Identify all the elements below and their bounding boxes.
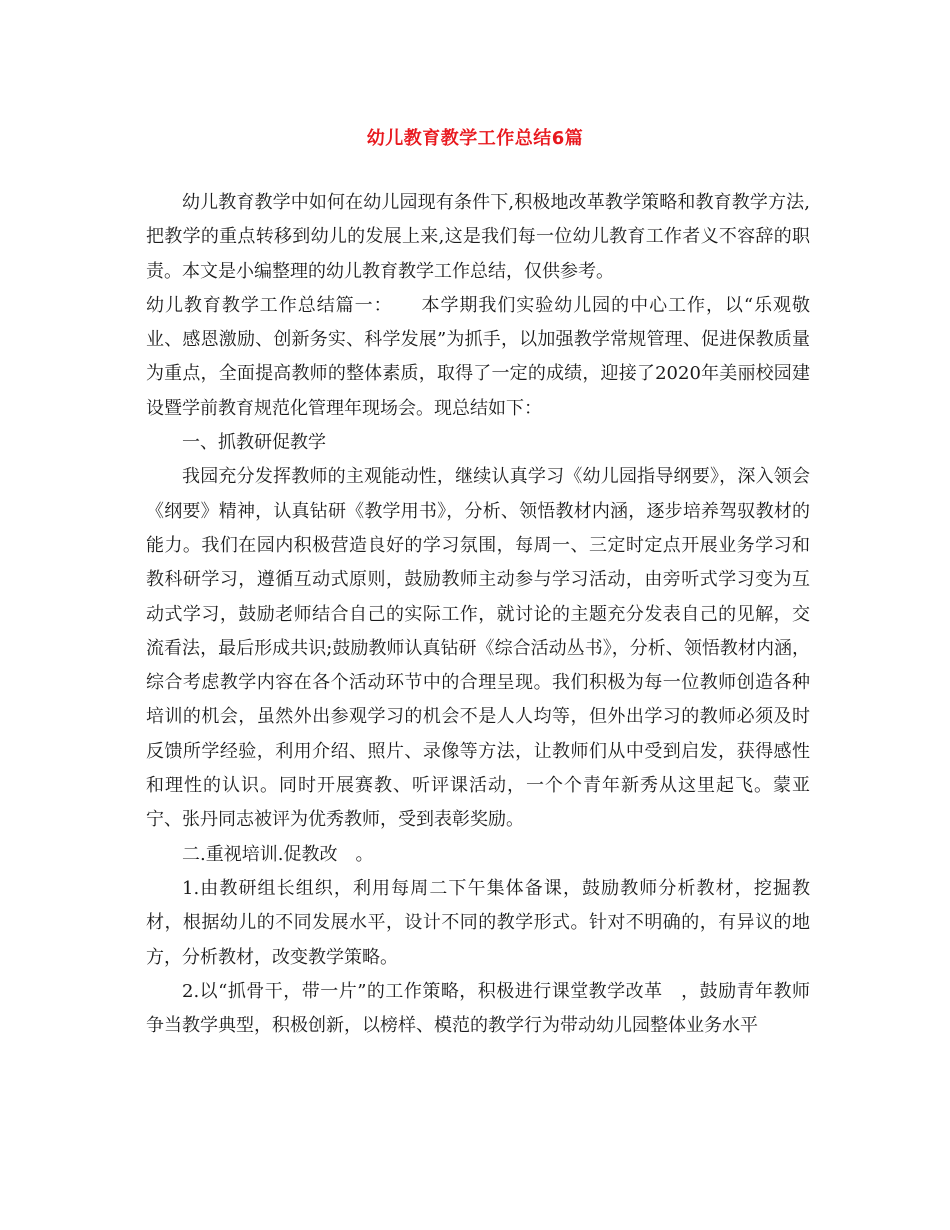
document-title: 幼儿教育教学工作总结6篇 [366,128,584,149]
training-item-1-paragraph: 1.由教研组长组织，利用每周二下午集体备课，鼓励教师分析教材，挖掘教材，根据幼儿的不同发展水平，设计不同的教学形式。针对不明确的，有异议的地方，分析教材，改变教学策略。 [146,877,810,968]
teaching-research-paragraph: 我园充分发挥教师的主观能动性，继续认真学习《幼儿园指导纲要》，深入领会《纲要》精神，认真钻研《教学用书》，分析、领悟教材内涵，逐步培养驾驭教材的能力。我们在园内积极营造良好的学习氛围，每周一、三定时定点开展业务学习和教科研学习，遵循互动式原则，鼓励教师主动参与学习活动，由旁听式学习变为互动式学习，鼓励老师结合自己的实际工作，就讨论的主题充分发表自己的见解，交流看法，最后形成共识;鼓励教师认真钻研《综合活动丛书》，分析、领悟教材内涵，综合考虑教学内容在各个活动环节中的合理呈现。我们积极为每一位教师创造各种培训的机会，虽然外出参观学习的机会不是人人均等，但外出学习的教师必须及时反馈所学经验，利用介绍、照片、录像等方法，让教师们从中受到启发，获得感性和理性的认识。同时开展赛教、听评课活动，一个个青年新秀从这里起飞。蒙亚宁、张丹同志被评为优秀教师，受到表彰奖励。 [146,466,810,831]
training-item-2-paragraph: 2.以“抓骨干，带一片”的工作策略，积极进行课堂教学改革 ，鼓励青年教师争当教学典型，积极创新，以榜样、模范的教学行为带动幼儿园整体业务水平 [146,980,810,1037]
section-one-intro-paragraph: 幼儿教育教学工作总结篇一： 本学期我们实验幼儿园的中心工作，以“乐观敬业、感恩激励、创新务实、科学发展”为抓手，以加强教学常规管理、促进保教质量为重点，全面提高教师的整体素质，取得了一定的成绩，迎接了2020年美丽校园建设暨学前教育规范化管理年现场会。现总结如下： [146,294,810,419]
intro-paragraph: 幼儿教育教学中如何在幼儿园现有条件下,积极地改革教学策略和教育教学方法,把教学的重点转移到幼儿的发展上来,这是我们每一位幼儿教育工作者义不容辞的职责。本文是小编整理的幼儿教育教学工作总结，仅供参考。 [146,192,810,282]
document-body [146,186,810,1043]
section-heading-teaching-research: 一、抓教研促教学 [182,432,326,454]
section-heading-training-reform: 二.重视培训.促教改 。 [182,843,374,865]
